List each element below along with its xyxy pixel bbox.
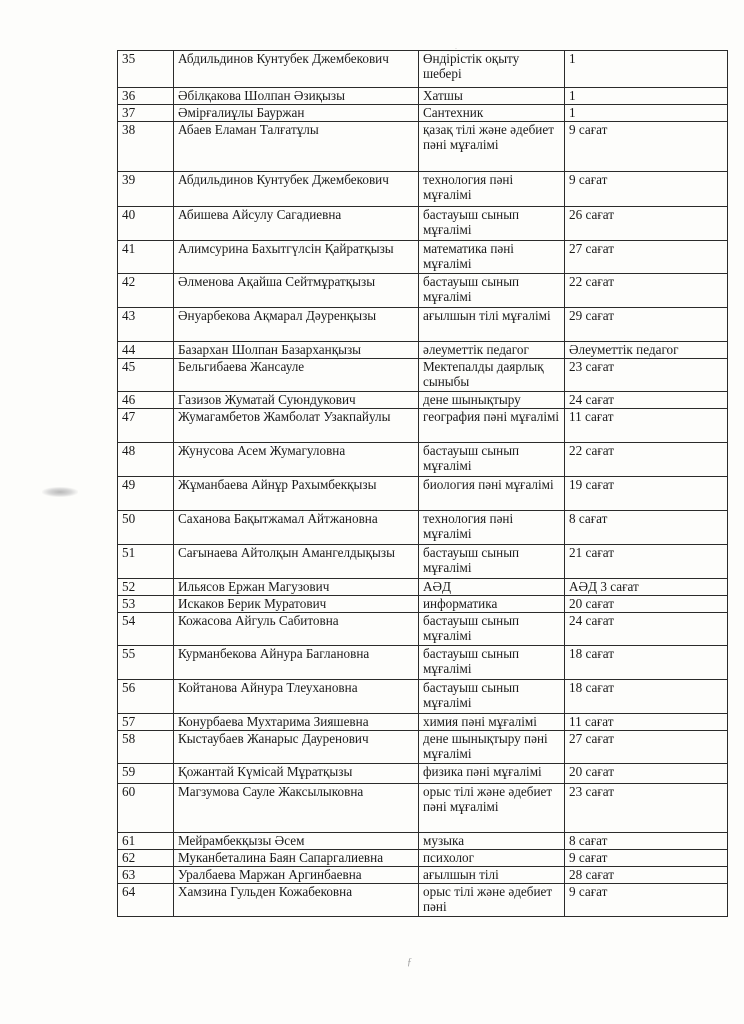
employee-load: 1 [565,88,728,105]
employee-position: бастауыш сынып мұғалімі [419,443,565,477]
row-number: 53 [118,596,174,613]
table-row [118,511,728,545]
table-row [118,207,728,241]
employee-load: 11 сағат [565,409,728,443]
employee-name: Саханова Бақытжамал Айтжановна [174,511,419,545]
employee-name: Жунусова Асем Жумагуловна [174,443,419,477]
table-row [118,122,728,172]
row-number: 56 [118,680,174,714]
row-number: 52 [118,579,174,596]
employee-position: әлеуметтік педагог [419,342,565,359]
employee-load: 8 сағат [565,511,728,545]
employee-position: музыка [419,833,565,850]
employee-load: 22 сағат [565,274,728,308]
employee-load: 19 сағат [565,477,728,511]
employee-name: Абаев Еламан Талғатұлы [174,122,419,172]
employee-position: психолог [419,850,565,867]
employee-load: 9 сағат [565,172,728,207]
row-number: 49 [118,477,174,511]
employee-load: Әлеуметтік педагог [565,342,728,359]
employee-name: Әнуарбекова Ақмарал Дәуренқызы [174,308,419,342]
employee-load: 27 сағат [565,731,728,764]
employee-position: биология пәні мұғалімі [419,477,565,511]
table-row [118,579,728,596]
employee-load: 20 сағат [565,764,728,784]
employee-position: бастауыш сынып мұғалімі [419,207,565,241]
employee-name: Магзумова Сауле Жаксылыковна [174,784,419,833]
table-row [118,596,728,613]
staff-table-body [118,51,728,917]
table-row [118,646,728,680]
employee-position: орыс тілі және әдебиет пәні мұғалімі [419,784,565,833]
table-row [118,850,728,867]
table-row [118,867,728,884]
table-row [118,105,728,122]
row-number: 38 [118,122,174,172]
employee-name: Кожасова Айгуль Сабитовна [174,613,419,646]
scan-smudge [42,487,78,497]
employee-position: бастауыш сынып мұғалімі [419,274,565,308]
table-row [118,342,728,359]
row-number: 57 [118,714,174,731]
employee-position: орыс тілі және әдебиет пәні [419,884,565,917]
table-row [118,884,728,917]
row-number: 46 [118,392,174,409]
row-number: 58 [118,731,174,764]
employee-load: 18 сағат [565,646,728,680]
employee-name: Абдильдинов Кунтубек Джембекович [174,172,419,207]
employee-name: Кыстаубаев Жанарыс Дауренович [174,731,419,764]
row-number: 39 [118,172,174,207]
employee-name: Уралбаева Маржан Аргинбаевна [174,867,419,884]
employee-position: география пәні мұғалімі [419,409,565,443]
employee-position: физика пәні мұғалімі [419,764,565,784]
employee-name: Муканбеталина Баян Сапаргалиевна [174,850,419,867]
row-number: 47 [118,409,174,443]
row-number: 43 [118,308,174,342]
employee-name: Койтанова Айнура Тлеухановна [174,680,419,714]
row-number: 64 [118,884,174,917]
employee-position: математика пәні мұғалімі [419,241,565,274]
row-number: 40 [118,207,174,241]
table-row [118,477,728,511]
employee-position: бастауыш сынып мұғалімі [419,545,565,579]
employee-load: 23 сағат [565,784,728,833]
employee-name: Алимсурина Бахытгүлсін Қайратқызы [174,241,419,274]
employee-name: Базархан Шолпан Базарханқызы [174,342,419,359]
employee-load: 8 сағат [565,833,728,850]
row-number: 50 [118,511,174,545]
employee-load: АӘД 3 сағат [565,579,728,596]
row-number: 51 [118,545,174,579]
employee-position: химия пәні мұғалімі [419,714,565,731]
table-row [118,274,728,308]
employee-load: 1 [565,51,728,88]
employee-name: Сағынаева Айтолқын Амангелдықызы [174,545,419,579]
employee-load: 26 сағат [565,207,728,241]
table-row [118,545,728,579]
employee-load: 24 сағат [565,613,728,646]
table-row [118,409,728,443]
employee-load: 9 сағат [565,850,728,867]
row-number: 54 [118,613,174,646]
table-row [118,359,728,392]
table-row [118,392,728,409]
table-row [118,833,728,850]
employee-position: Сантехник [419,105,565,122]
employee-name: Әбілқакова Шолпан Әзиқызы [174,88,419,105]
employee-load: 11 сағат [565,714,728,731]
row-number: 36 [118,88,174,105]
employee-position: информатика [419,596,565,613]
employee-position: АӘД [419,579,565,596]
employee-load: 20 сағат [565,596,728,613]
employee-position: дене шынықтыру пәні мұғалімі [419,731,565,764]
employee-name: Газизов Жуматай Суюндукович [174,392,419,409]
row-number: 55 [118,646,174,680]
employee-position: Мектепалды даярлық сыныбы [419,359,565,392]
table-row [118,88,728,105]
employee-name: Мейрамбекқызы Әсем [174,833,419,850]
table-row [118,680,728,714]
employee-name: Әмірғалиұлы Бауржан [174,105,419,122]
employee-position: ағылшын тілі мұғалімі [419,308,565,342]
row-number: 61 [118,833,174,850]
table-row [118,764,728,784]
row-number: 48 [118,443,174,477]
row-number: 45 [118,359,174,392]
table-row [118,443,728,477]
employee-load: 9 сағат [565,884,728,917]
employee-name: Бельгибаева Жансауле [174,359,419,392]
employee-name: Конурбаева Мухтарима Зияшевна [174,714,419,731]
table-row [118,241,728,274]
table-row [118,613,728,646]
row-number: 42 [118,274,174,308]
employee-name: Абдильдинов Кунтубек Джембекович [174,51,419,88]
table-row [118,308,728,342]
employee-name: Абишева Айсулу Сагадиевна [174,207,419,241]
table-row [118,731,728,764]
table-row [118,714,728,731]
employee-position: ағылшын тілі [419,867,565,884]
employee-name: Жумагамбетов Жамболат Узакпайулы [174,409,419,443]
row-number: 62 [118,850,174,867]
employee-name: Әлменова Ақайша Сейтмұратқызы [174,274,419,308]
employee-position: қазақ тілі және әдебиет пәні мұғалімі [419,122,565,172]
employee-name: Курманбекова Айнура Баглановна [174,646,419,680]
employee-load: 21 сағат [565,545,728,579]
employee-load: 29 сағат [565,308,728,342]
row-number: 44 [118,342,174,359]
employee-position: технология пәні мұғалімі [419,511,565,545]
employee-load: 9 сағат [565,122,728,172]
row-number: 41 [118,241,174,274]
employee-position: Хатшы [419,88,565,105]
employee-load: 27 сағат [565,241,728,274]
employee-name: Ильясов Ержан Магузович [174,579,419,596]
row-number: 63 [118,867,174,884]
employee-name: Қожантай Күмісай Мұратқызы [174,764,419,784]
employee-position: бастауыш сынып мұғалімі [419,646,565,680]
employee-load: 28 сағат [565,867,728,884]
employee-load: 23 сағат [565,359,728,392]
employee-position: дене шынықтыру [419,392,565,409]
employee-name: Жұманбаева Айнұр Рахымбекқызы [174,477,419,511]
employee-position: бастауыш сынып мұғалімі [419,613,565,646]
staff-table [117,50,728,917]
employee-position: технология пәні мұғалімі [419,172,565,207]
employee-load: 1 [565,105,728,122]
row-number: 60 [118,784,174,833]
employee-position: Өндірістік оқыту шебері [419,51,565,88]
table-row [118,172,728,207]
table-row [118,51,728,88]
employee-name: Искаков Берик Муратович [174,596,419,613]
row-number: 59 [118,764,174,784]
employee-load: 24 сағат [565,392,728,409]
employee-load: 18 сағат [565,680,728,714]
employee-position: бастауыш сынып мұғалімі [419,680,565,714]
employee-name: Хамзина Гульден Кожабековна [174,884,419,917]
employee-load: 22 сағат [565,443,728,477]
row-number: 35 [118,51,174,88]
scan-speck: ƒ [407,957,412,968]
table-row [118,784,728,833]
row-number: 37 [118,105,174,122]
